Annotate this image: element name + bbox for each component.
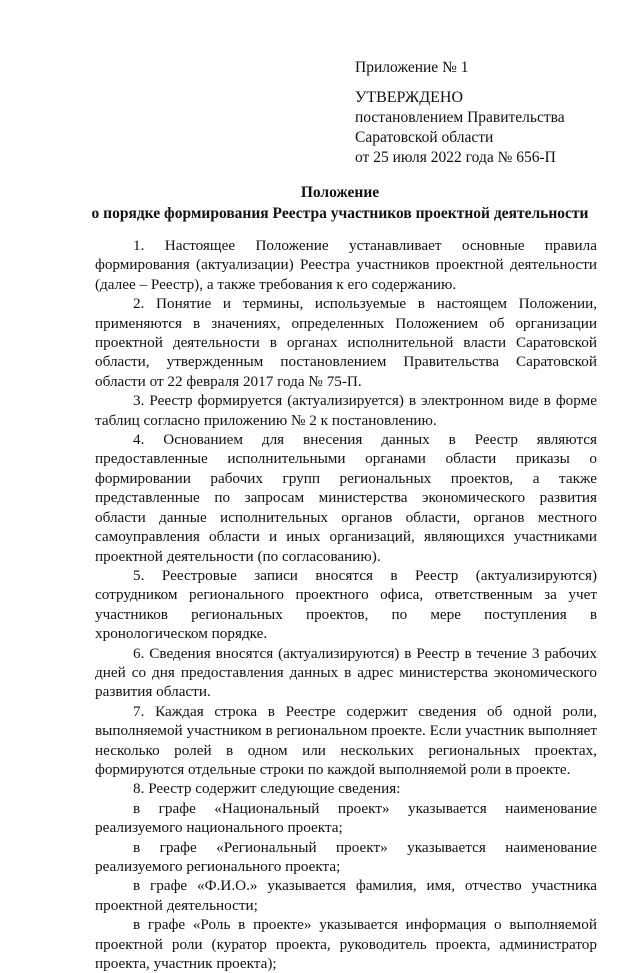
paragraph: в графе «Ф.И.О.» указывается фамилия, имя, отчество участника проектной деятельности; [95, 877, 597, 914]
document-title [60, 182, 620, 224]
paragraph: 1. Настоящее Положение устанавливает основные правила формирования (актуализации) Реестра участников проектной деятельности (далее – Реестр), а также требования к его содержанию. [95, 237, 597, 293]
paragraph: в графе «Национальный проект» указывается наименование реализуемого национального проекта; [95, 799, 597, 837]
paragraph: 3. Реестр формируется (актуализируется) в электронном виде в форме таблиц согласно приложению № 2 к постановлению. [95, 392, 597, 429]
approved-stamp-text: УТВЕРЖДЕНО [355, 89, 464, 106]
approval-line: Саратовской области [355, 129, 494, 146]
approval-line: от 25 июля 2022 года № 656-П [355, 149, 556, 166]
paragraph: в графе «Региональный проект» указывается наименование реализуемого регионального проекта; [95, 838, 597, 875]
paragraph: 7. Каждая строка в Реестре содержит сведения об одной роли, выполняемой участником в региональном проекте. Если участник выполняет несколько ролей в одном или нескольких региональных проектах, формируются отдельные строки по каждой выполняемой роли в проекте. [95, 702, 597, 778]
paragraph: 2. Понятие и термины, используемые в настоящем Положении, применяются в значениях, определенных Положением об организации проектной деятельности в органах исполнительной власти Саратовской области, утвержденным постановлением Правительства Саратовской области от 22 февраля 2017 года № 75-П. [95, 295, 597, 390]
paragraph: 6. Сведения вносятся (актуализируются) в Реестр в течение 3 рабочих дней со дня предоставления данных в адрес министерства экономического развития области. [95, 644, 597, 701]
approval-block [355, 58, 625, 168]
document-body [95, 236, 597, 973]
approval-line: постановлением Правительства [355, 109, 565, 126]
title-line: о порядке формирования Реестра участников проектной деятельности [91, 205, 589, 222]
paragraph: 8. Реестр содержит следующие сведения: [133, 780, 401, 798]
paragraph: 4. Основанием для внесения данных в Реестр являются предоставленные исполнительными органами области приказы о формировании рабочих групп региональных проектов, а также представленные по запросам министерства экономического развития области данные исполнительных органов области, органов местного самоуправления области и иных организаций, являющихся участниками проектной деятельности (по согласованию). [95, 431, 597, 565]
annex-number: Приложение № 1 [355, 59, 469, 76]
paragraph: в графе «Роль в проекте» указывается информация о выполняемой проектной роли (куратор проекта, руководитель проекта, администратор проекта, участник проекта); [95, 916, 597, 973]
paragraph: 5. Реестровые записи вносятся в Реестр (актуализируются) сотрудником регионального проектного офиса, ответственным за учет участников региональных проектов, по мере поступления в хронологическом порядке. [95, 566, 597, 643]
title-line: Положение [300, 184, 380, 201]
